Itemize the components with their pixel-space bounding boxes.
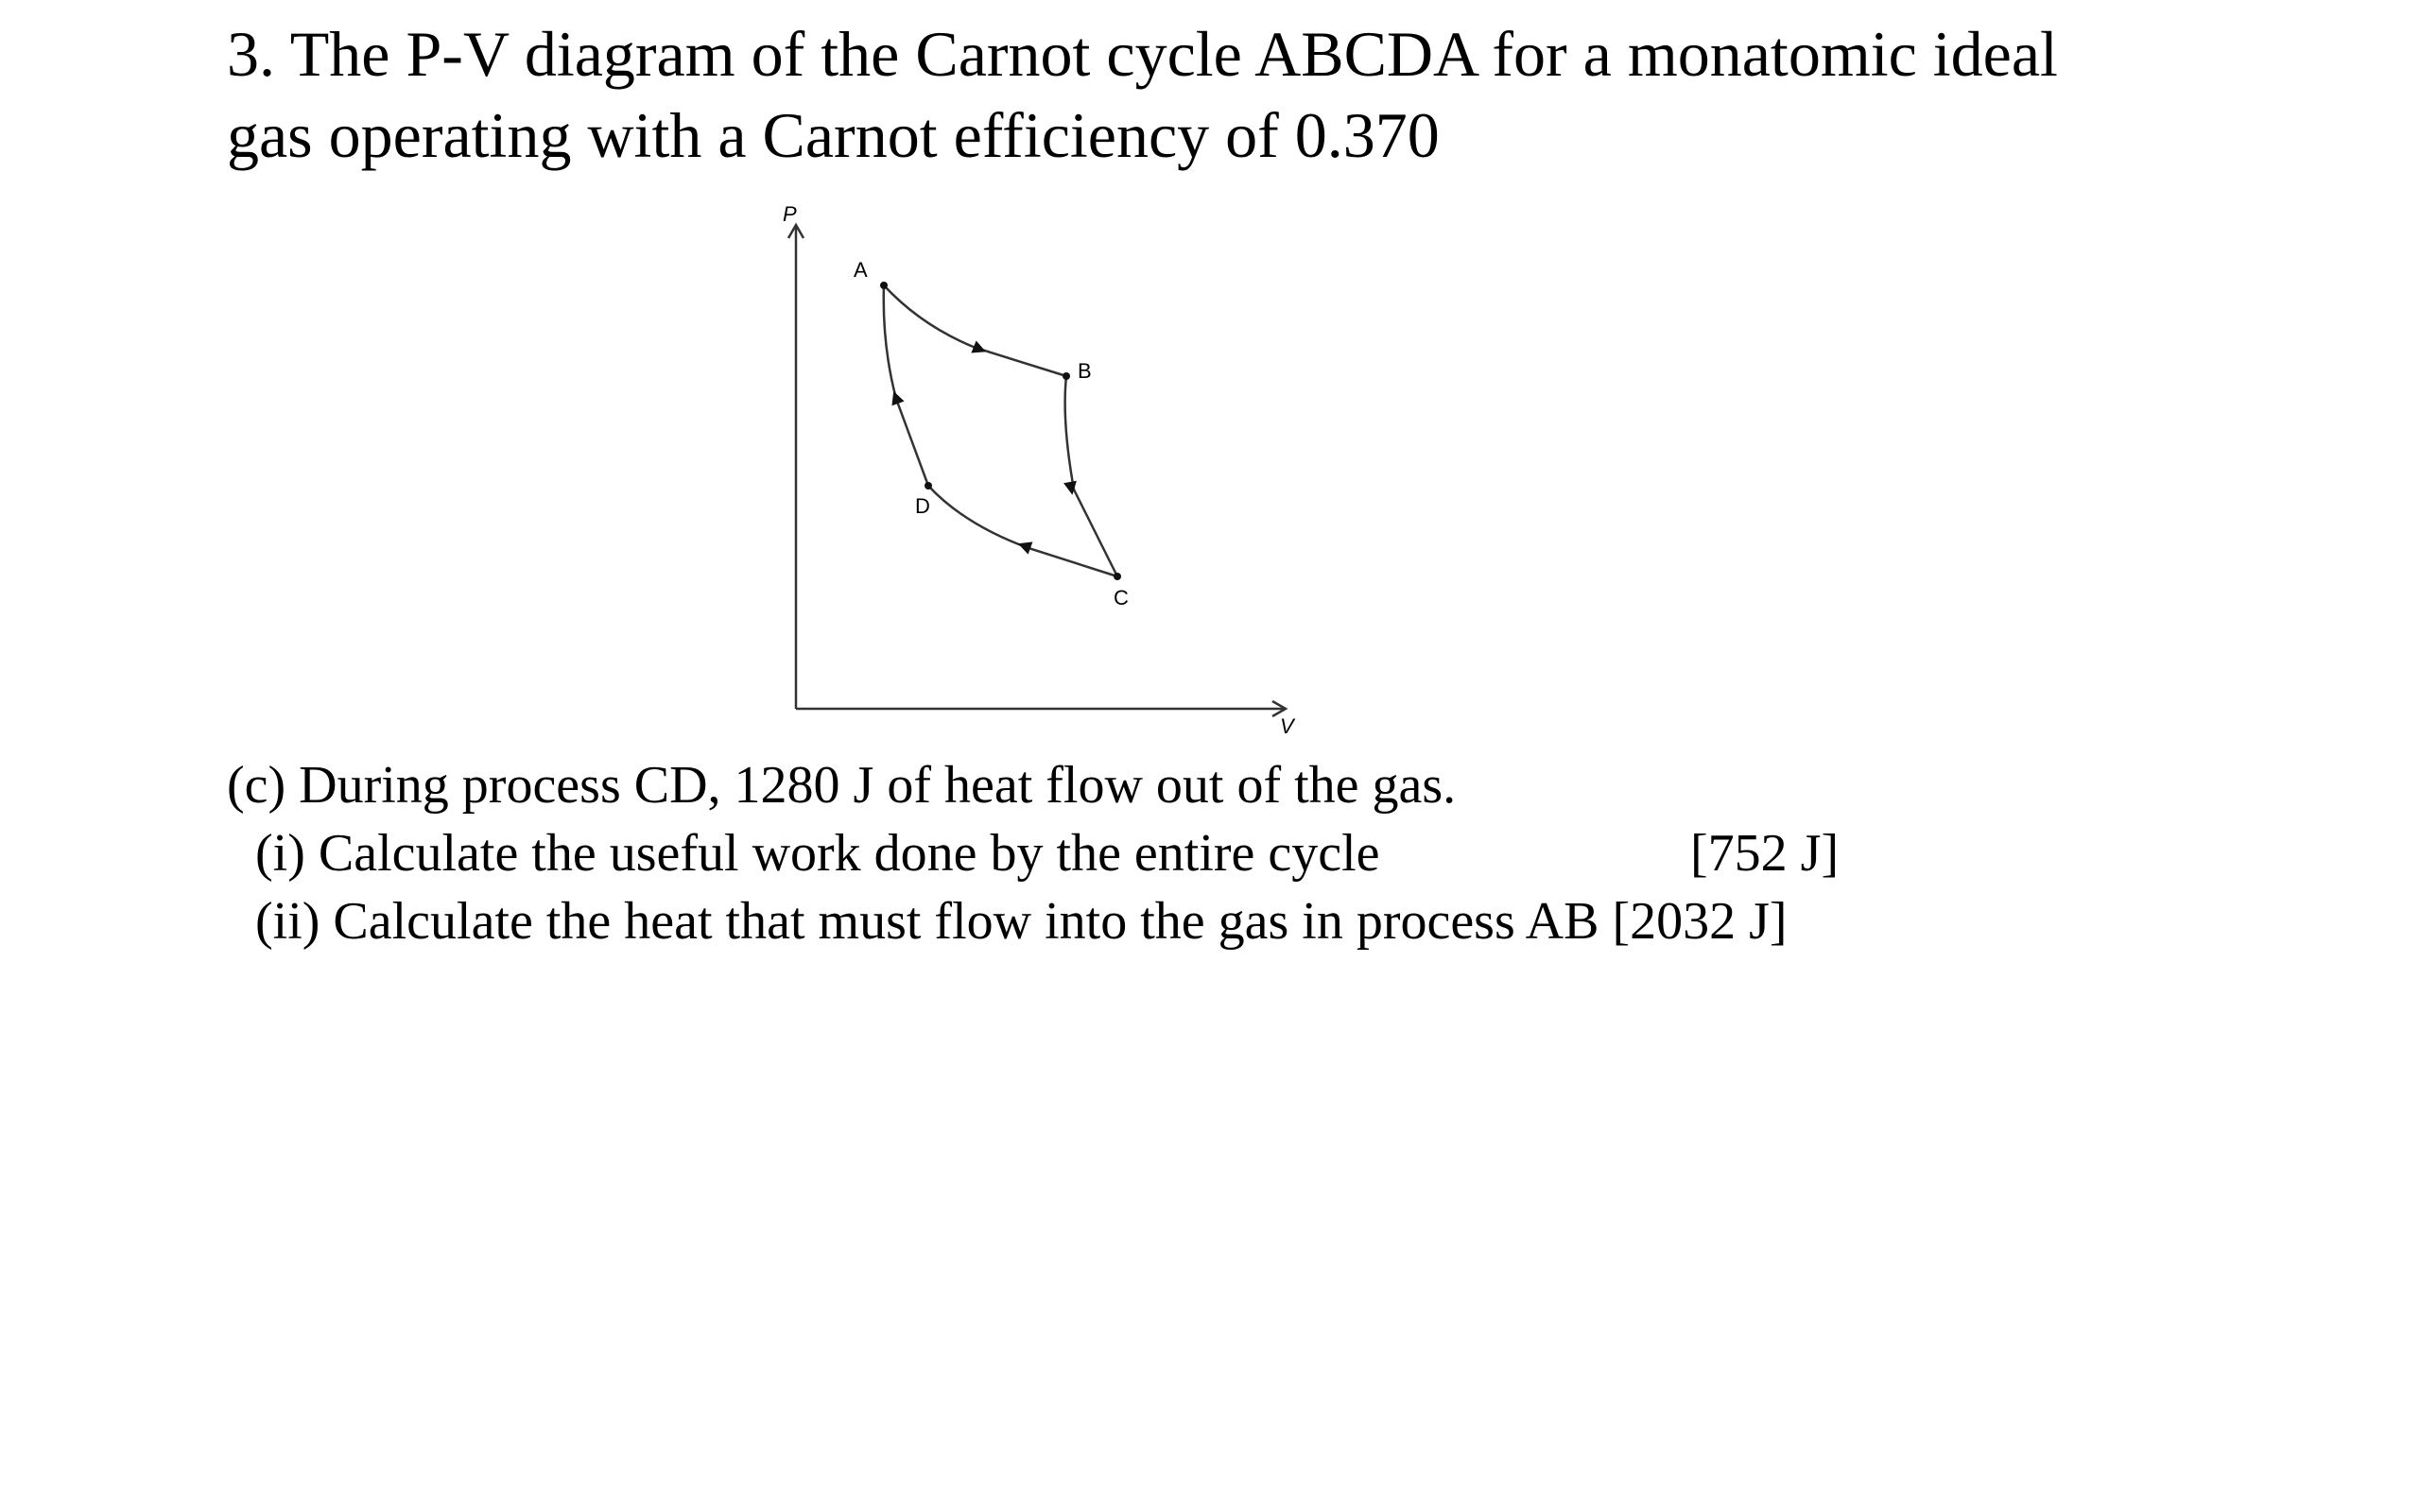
arrow-da — [888, 388, 905, 405]
question-line-2: gas operating with a Carnot efficiency of 0.370 — [227, 99, 1440, 171]
label-c: C — [1114, 586, 1129, 610]
x-axis-label: V — [1280, 714, 1294, 738]
question-line-1: 3. The P-V diagram of the Carnot cycle ABCDA for a monatomic ideal — [227, 18, 2058, 90]
part-c-i-answer: [752 J] — [1690, 824, 1840, 883]
arrow-ab — [971, 341, 988, 358]
point-b — [1063, 372, 1070, 380]
label-b: B — [1078, 359, 1092, 383]
part-c-statement: (c) During process CD, 1280 J of heat flow out of the gas. — [227, 756, 1457, 815]
label-d: D — [915, 494, 930, 518]
point-a — [880, 282, 888, 289]
process-da-curve — [884, 285, 928, 486]
process-bc-curve — [1065, 376, 1117, 576]
pv-diagram — [756, 198, 1323, 756]
process-cd-curve — [928, 486, 1117, 576]
label-a: A — [854, 258, 868, 282]
part-c-ii-question: (ii) Calculate the heat that must flow into the gas in process AB [2032 J] — [255, 892, 1788, 951]
point-d — [925, 482, 932, 490]
arrow-cd — [1015, 538, 1032, 555]
process-ab-curve — [884, 285, 1066, 376]
question-title — [227, 13, 2307, 176]
part-c-i-question: (i) Calculate the useful work done by the entire cycle — [255, 824, 1380, 883]
y-axis-label: P — [783, 202, 797, 226]
point-c — [1114, 573, 1121, 580]
